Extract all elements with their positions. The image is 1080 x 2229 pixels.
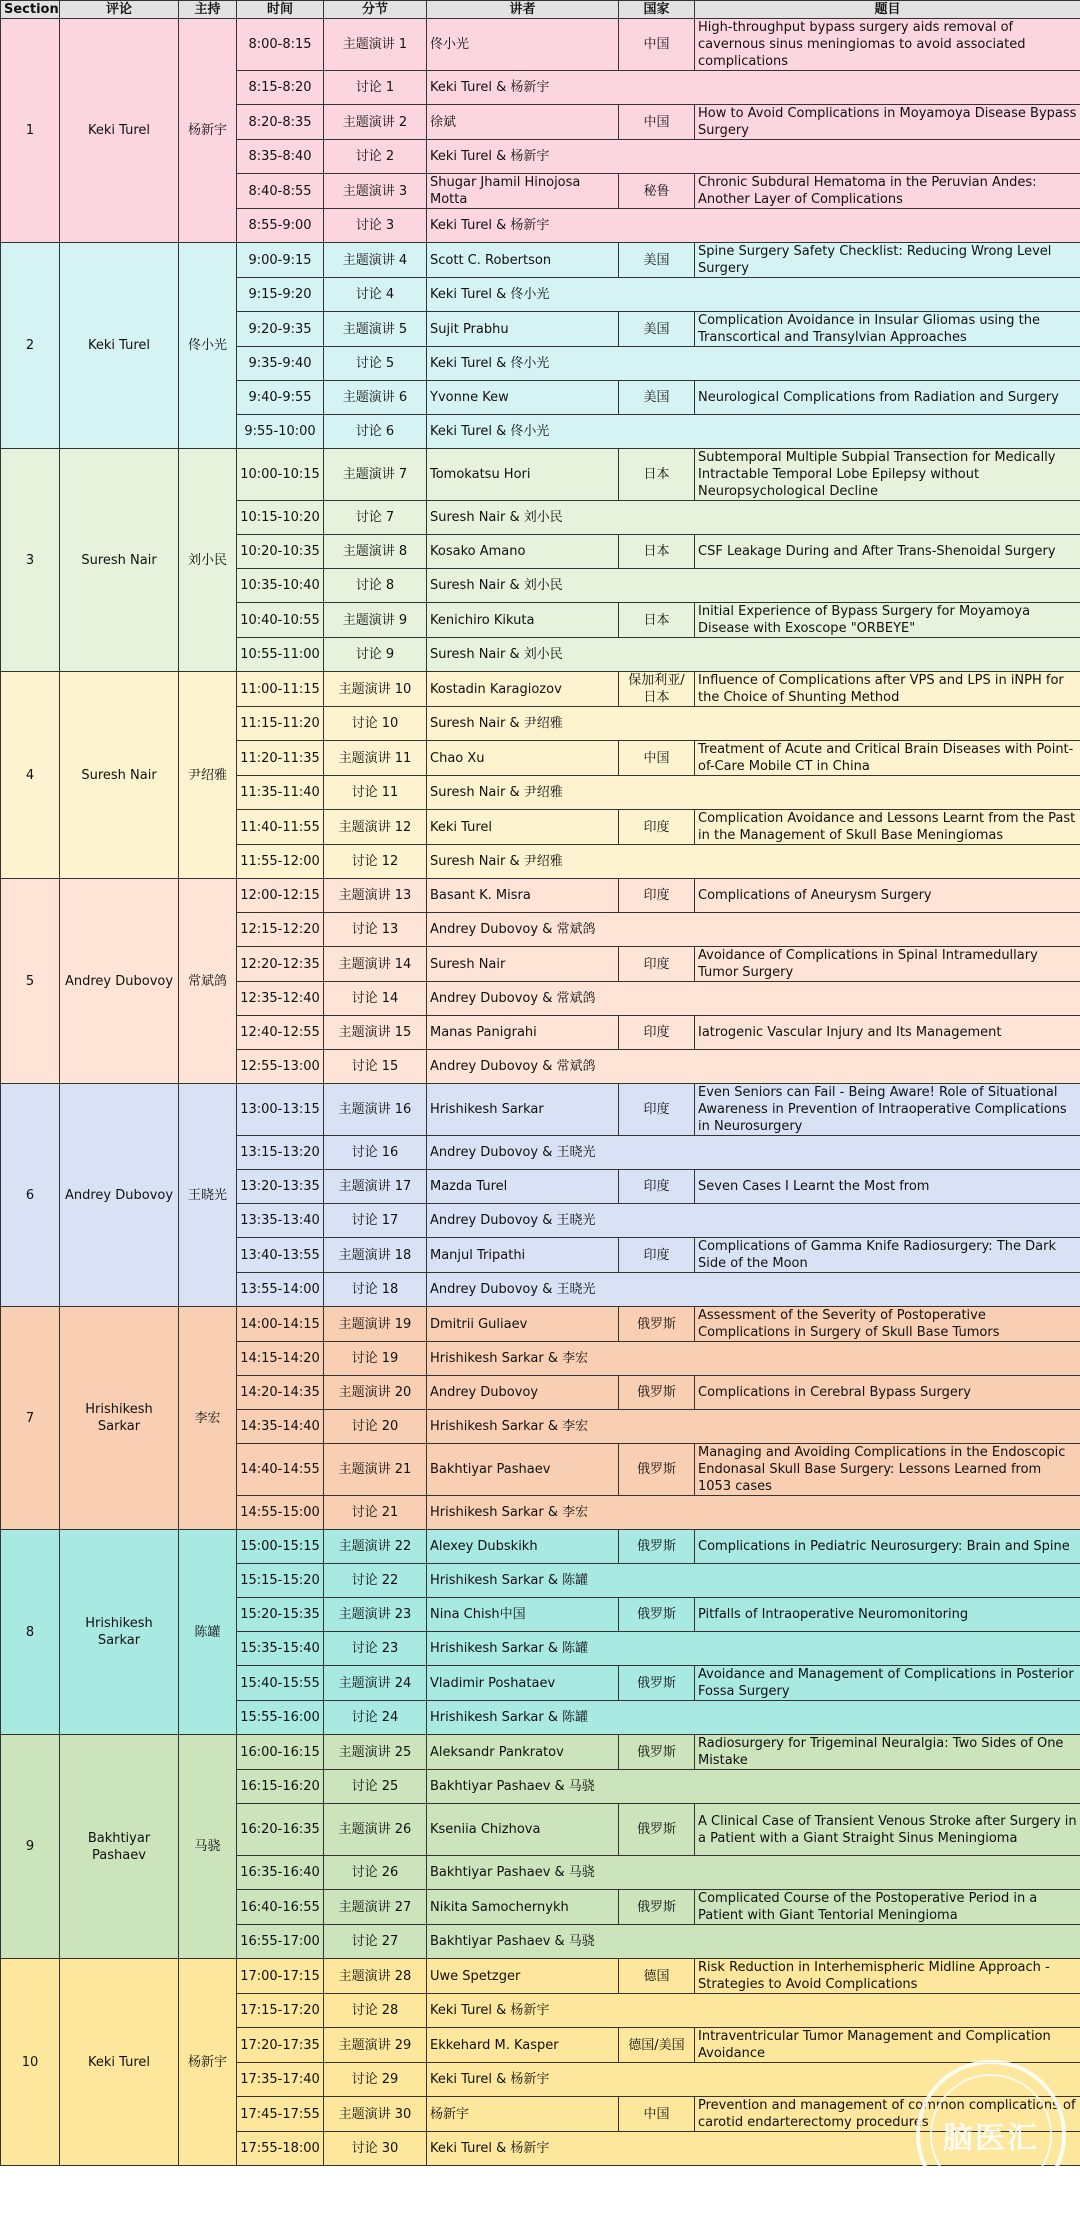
time-cell: 8:20-8:35 (237, 105, 324, 140)
time-cell: 15:20-15:35 (237, 1598, 324, 1632)
title-cell: Initial Experience of Bypass Surgery for Moyamoya Disease with Exoscope "ORBEYE" (695, 603, 1080, 638)
header-country: 国家 (619, 1, 695, 19)
speaker-cell: Ekkehard M. Kasper (427, 2028, 619, 2063)
speaker-cell: Kostadin Karagiozov (427, 672, 619, 707)
title-cell: Complications in Cerebral Bypass Surgery (695, 1376, 1080, 1410)
part-cell: 主题演讲 22 (324, 1530, 427, 1564)
title-cell: Complications of Aneurysm Surgery (695, 879, 1080, 913)
header-speaker: 讲者 (427, 1, 619, 19)
part-cell: 主题演讲 16 (324, 1084, 427, 1136)
title-cell: Treatment of Acute and Critical Brain Diseases with Point-of-Care Mobile CT in China (695, 741, 1080, 776)
country-cell: 中国 (619, 105, 695, 140)
time-cell: 10:00-10:15 (237, 449, 324, 501)
title-cell: CSF Leakage During and After Trans-Shenoidal Surgery (695, 535, 1080, 569)
speaker-cell: Alexey Dubskikh (427, 1530, 619, 1564)
time-cell: 15:40-15:55 (237, 1666, 324, 1701)
part-cell: 讨论 3 (324, 209, 427, 243)
speaker-cell: Dmitrii Guliaev (427, 1307, 619, 1342)
discussion-speakers-cell: Keki Turel & 佟小光 (427, 415, 1080, 449)
section-reviewer: Suresh Nair (60, 449, 179, 672)
time-cell: 13:20-13:35 (237, 1170, 324, 1204)
part-cell: 讨论 15 (324, 1050, 427, 1084)
country-cell: 日本 (619, 535, 695, 569)
country-cell: 中国 (619, 741, 695, 776)
part-cell: 主题演讲 3 (324, 174, 427, 209)
part-cell: 讨论 27 (324, 1925, 427, 1959)
country-cell: 印度 (619, 1238, 695, 1273)
part-cell: 讨论 5 (324, 347, 427, 381)
title-cell: Chronic Subdural Hematoma in the Peruvian Andes: Another Layer of Complications (695, 174, 1080, 209)
time-cell: 9:35-9:40 (237, 347, 324, 381)
section-host: 马骁 (179, 1735, 237, 1959)
time-cell: 14:40-14:55 (237, 1444, 324, 1496)
speaker-cell: Kenichiro Kikuta (427, 603, 619, 638)
header-title: 题目 (695, 1, 1080, 19)
section-number: 6 (1, 1084, 60, 1307)
section-number: 9 (1, 1735, 60, 1959)
time-cell: 10:15-10:20 (237, 501, 324, 535)
part-cell: 主题演讲 12 (324, 810, 427, 845)
part-cell: 主题演讲 20 (324, 1376, 427, 1410)
discussion-speakers-cell: Suresh Nair & 刘小民 (427, 501, 1080, 535)
table-row (1, 1084, 1080, 1136)
part-cell: 讨论 19 (324, 1342, 427, 1376)
part-cell: 讨论 24 (324, 1701, 427, 1735)
section-host: 尹绍雅 (179, 672, 237, 879)
country-cell: 中国 (619, 2097, 695, 2132)
title-cell: Pitfalls of Intraoperative Neuromonitoring (695, 1598, 1080, 1632)
time-cell: 12:20-12:35 (237, 947, 324, 982)
time-cell: 12:35-12:40 (237, 982, 324, 1016)
part-cell: 主题演讲 26 (324, 1804, 427, 1856)
part-cell: 讨论 22 (324, 1564, 427, 1598)
header-time: 时间 (237, 1, 324, 19)
time-cell: 10:35-10:40 (237, 569, 324, 603)
discussion-speakers-cell: Hrishikesh Sarkar & 李宏 (427, 1410, 1080, 1444)
part-cell: 主题演讲 23 (324, 1598, 427, 1632)
table-row (1, 19, 1080, 71)
part-cell: 讨论 6 (324, 415, 427, 449)
section-number: 2 (1, 243, 60, 449)
speaker-cell: Basant K. Misra (427, 879, 619, 913)
time-cell: 14:20-14:35 (237, 1376, 324, 1410)
section-host: 李宏 (179, 1307, 237, 1530)
title-cell: Managing and Avoiding Complications in the Endoscopic Endonasal Skull Base Surgery: Lessons Learned from 1053 cases (695, 1444, 1080, 1496)
speaker-cell: Shugar Jhamil Hinojosa Motta (427, 174, 619, 209)
section-reviewer: Keki Turel (60, 1959, 179, 2166)
discussion-speakers-cell: Suresh Nair & 刘小民 (427, 638, 1080, 672)
time-cell: 14:15-14:20 (237, 1342, 324, 1376)
section-host: 常斌鸽 (179, 879, 237, 1084)
part-cell: 讨论 1 (324, 71, 427, 105)
speaker-cell: Kseniia Chizhova (427, 1804, 619, 1856)
discussion-speakers-cell: Bakhtiyar Pashaev & 马骁 (427, 1856, 1080, 1890)
part-cell: 主题演讲 21 (324, 1444, 427, 1496)
time-cell: 17:20-17:35 (237, 2028, 324, 2063)
title-cell: Spine Surgery Safety Checklist: Reducing Wrong Level Surgery (695, 243, 1080, 278)
speaker-cell: Hrishikesh Sarkar (427, 1084, 619, 1136)
discussion-speakers-cell: Keki Turel & 杨新宇 (427, 1994, 1080, 2028)
section-reviewer: Hrishikesh Sarkar (60, 1530, 179, 1735)
part-cell: 主题演讲 5 (324, 312, 427, 347)
part-cell: 主题演讲 9 (324, 603, 427, 638)
time-cell: 14:00-14:15 (237, 1307, 324, 1342)
title-cell: Complication Avoidance and Lessons Learnt from the Past in the Management of Skull Base Meningiomas (695, 810, 1080, 845)
part-cell: 主题演讲 7 (324, 449, 427, 501)
header-row (1, 1, 1080, 19)
speaker-cell: Uwe Spetzger (427, 1959, 619, 1994)
part-cell: 讨论 20 (324, 1410, 427, 1444)
speaker-cell: Chao Xu (427, 741, 619, 776)
country-cell: 俄罗斯 (619, 1666, 695, 1701)
section-number: 7 (1, 1307, 60, 1530)
time-cell: 9:20-9:35 (237, 312, 324, 347)
time-cell: 10:55-11:00 (237, 638, 324, 672)
part-cell: 主题演讲 1 (324, 19, 427, 71)
country-cell: 德国/美国 (619, 2028, 695, 2063)
time-cell: 9:15-9:20 (237, 278, 324, 312)
part-cell: 讨论 11 (324, 776, 427, 810)
time-cell: 15:00-15:15 (237, 1530, 324, 1564)
part-cell: 讨论 12 (324, 845, 427, 879)
time-cell: 8:15-8:20 (237, 71, 324, 105)
time-cell: 11:15-11:20 (237, 707, 324, 741)
part-cell: 讨论 21 (324, 1496, 427, 1530)
time-cell: 15:15-15:20 (237, 1564, 324, 1598)
title-cell: Avoidance of Complications in Spinal Intramedullary Tumor Surgery (695, 947, 1080, 982)
country-cell: 俄罗斯 (619, 1735, 695, 1770)
section-host: 刘小民 (179, 449, 237, 672)
speaker-cell: Scott C. Robertson (427, 243, 619, 278)
country-cell: 美国 (619, 381, 695, 415)
discussion-speakers-cell: Andrey Dubovoy & 王晓光 (427, 1136, 1080, 1170)
part-cell: 讨论 17 (324, 1204, 427, 1238)
section-host: 王晓光 (179, 1084, 237, 1307)
discussion-speakers-cell: Andrey Dubovoy & 常斌鸽 (427, 982, 1080, 1016)
country-cell: 俄罗斯 (619, 1890, 695, 1925)
table-row (1, 1530, 1080, 1564)
time-cell: 16:15-16:20 (237, 1770, 324, 1804)
time-cell: 12:15-12:20 (237, 913, 324, 947)
country-cell: 俄罗斯 (619, 1307, 695, 1342)
country-cell: 印度 (619, 1170, 695, 1204)
part-cell: 讨论 26 (324, 1856, 427, 1890)
title-cell: A Clinical Case of Transient Venous Stroke after Surgery in a Patient with a Giant Straight Sinus Meningioma (695, 1804, 1080, 1856)
discussion-speakers-cell: Bakhtiyar Pashaev & 马骁 (427, 1925, 1080, 1959)
part-cell: 讨论 4 (324, 278, 427, 312)
speaker-cell: 徐斌 (427, 105, 619, 140)
section-reviewer: Keki Turel (60, 243, 179, 449)
title-cell: Complication Avoidance in Insular Gliomas using the Transcortical and Transylvian Approaches (695, 312, 1080, 347)
discussion-speakers-cell: Andrey Dubovoy & 王晓光 (427, 1273, 1080, 1307)
country-cell: 印度 (619, 1016, 695, 1050)
speaker-cell: 佟小光 (427, 19, 619, 71)
discussion-speakers-cell: Suresh Nair & 尹绍雅 (427, 776, 1080, 810)
country-cell: 俄罗斯 (619, 1804, 695, 1856)
part-cell: 主题演讲 4 (324, 243, 427, 278)
time-cell: 14:35-14:40 (237, 1410, 324, 1444)
part-cell: 主题演讲 18 (324, 1238, 427, 1273)
part-cell: 讨论 2 (324, 140, 427, 174)
part-cell: 主题演讲 27 (324, 1890, 427, 1925)
title-cell: How to Avoid Complications in Moyamoya Disease Bypass Surgery (695, 105, 1080, 140)
title-cell: Radiosurgery for Trigeminal Neuralgia: Two Sides of One Mistake (695, 1735, 1080, 1770)
part-cell: 讨论 28 (324, 1994, 427, 2028)
discussion-speakers-cell: Keki Turel & 杨新宇 (427, 2063, 1080, 2097)
section-reviewer: Hrishikesh Sarkar (60, 1307, 179, 1530)
section-reviewer: Keki Turel (60, 19, 179, 243)
discussion-speakers-cell: Bakhtiyar Pashaev & 马骁 (427, 1770, 1080, 1804)
speaker-cell: Keki Turel (427, 810, 619, 845)
discussion-speakers-cell: Hrishikesh Sarkar & 李宏 (427, 1342, 1080, 1376)
title-cell: Iatrogenic Vascular Injury and Its Management (695, 1016, 1080, 1050)
time-cell: 17:15-17:20 (237, 1994, 324, 2028)
time-cell: 15:55-16:00 (237, 1701, 324, 1735)
title-cell: Complications in Pediatric Neurosurgery: Brain and Spine (695, 1530, 1080, 1564)
speaker-cell: Sujit Prabhu (427, 312, 619, 347)
country-cell: 印度 (619, 879, 695, 913)
table-row (1, 1959, 1080, 1994)
speaker-cell: Kosako Amano (427, 535, 619, 569)
speaker-cell: Nikita Samochernykh (427, 1890, 619, 1925)
watermark-text: 脑医汇 (943, 2121, 1039, 2156)
speaker-cell: Manas Panigrahi (427, 1016, 619, 1050)
time-cell: 11:00-11:15 (237, 672, 324, 707)
title-cell: Complications of Gamma Knife Radiosurgery: The Dark Side of the Moon (695, 1238, 1080, 1273)
table-row (1, 243, 1080, 278)
time-cell: 16:55-17:00 (237, 1925, 324, 1959)
table-row (1, 449, 1080, 501)
time-cell: 13:40-13:55 (237, 1238, 324, 1273)
speaker-cell: Bakhtiyar Pashaev (427, 1444, 619, 1496)
speaker-cell: Aleksandr Pankratov (427, 1735, 619, 1770)
country-cell: 美国 (619, 312, 695, 347)
title-cell: Neurological Complications from Radiation and Surgery (695, 381, 1080, 415)
part-cell: 主题演讲 24 (324, 1666, 427, 1701)
part-cell: 讨论 30 (324, 2132, 427, 2166)
section-host: 杨新宇 (179, 1959, 237, 2166)
part-cell: 讨论 14 (324, 982, 427, 1016)
section-number: 4 (1, 672, 60, 879)
title-cell: Complicated Course of the Postoperative Period in a Patient with Giant Tentorial Meningioma (695, 1890, 1080, 1925)
speaker-cell: Vladimir Poshataev (427, 1666, 619, 1701)
discussion-speakers-cell: Hrishikesh Sarkar & 陈罐 (427, 1632, 1080, 1666)
discussion-speakers-cell: Hrishikesh Sarkar & 陈罐 (427, 1701, 1080, 1735)
country-cell: 俄罗斯 (619, 1376, 695, 1410)
header-part: 分节 (324, 1, 427, 19)
title-cell: Influence of Complications after VPS and LPS in iNPH for the Choice of Shunting Method (695, 672, 1080, 707)
part-cell: 主题演讲 13 (324, 879, 427, 913)
speaker-cell: Suresh Nair (427, 947, 619, 982)
title-cell: Risk Reduction in Interhemispheric Midline Approach - Strategies to Avoid Complications (695, 1959, 1080, 1994)
time-cell: 12:00-12:15 (237, 879, 324, 913)
part-cell: 主题演讲 11 (324, 741, 427, 776)
country-cell: 俄罗斯 (619, 1598, 695, 1632)
section-number: 3 (1, 449, 60, 672)
time-cell: 8:55-9:00 (237, 209, 324, 243)
discussion-speakers-cell: Andrey Dubovoy & 常斌鸽 (427, 1050, 1080, 1084)
part-cell: 主题演讲 29 (324, 2028, 427, 2063)
time-cell: 11:40-11:55 (237, 810, 324, 845)
time-cell: 9:55-10:00 (237, 415, 324, 449)
time-cell: 13:55-14:00 (237, 1273, 324, 1307)
time-cell: 11:20-11:35 (237, 741, 324, 776)
title-cell: Seven Cases I Learnt the Most from (695, 1170, 1080, 1204)
speaker-cell: Yvonne Kew (427, 381, 619, 415)
section-host: 佟小光 (179, 243, 237, 449)
title-cell: Intraventricular Tumor Management and Complication Avoidance (695, 2028, 1080, 2063)
section-reviewer: Andrey Dubovoy (60, 879, 179, 1084)
table-row (1, 1735, 1080, 1770)
section-number: 1 (1, 19, 60, 243)
time-cell: 16:40-16:55 (237, 1890, 324, 1925)
time-cell: 16:35-16:40 (237, 1856, 324, 1890)
part-cell: 讨论 13 (324, 913, 427, 947)
time-cell: 13:35-13:40 (237, 1204, 324, 1238)
part-cell: 讨论 16 (324, 1136, 427, 1170)
speaker-cell: 杨新宇 (427, 2097, 619, 2132)
header-reviewer: 评论 (60, 1, 179, 19)
country-cell: 日本 (619, 603, 695, 638)
discussion-speakers-cell: Keki Turel & 杨新宇 (427, 71, 1080, 105)
speaker-cell: Tomokatsu Hori (427, 449, 619, 501)
title-cell: High-throughput bypass surgery aids removal of cavernous sinus meningiomas to avoid associated complications (695, 19, 1080, 71)
part-cell: 主题演讲 14 (324, 947, 427, 982)
speaker-cell: Manjul Tripathi (427, 1238, 619, 1273)
time-cell: 11:35-11:40 (237, 776, 324, 810)
discussion-speakers-cell: Keki Turel & 杨新宇 (427, 140, 1080, 174)
part-cell: 讨论 18 (324, 1273, 427, 1307)
country-cell: 美国 (619, 243, 695, 278)
country-cell: 印度 (619, 1084, 695, 1136)
speaker-cell: Andrey Dubovoy (427, 1376, 619, 1410)
part-cell: 主题演讲 15 (324, 1016, 427, 1050)
table-row (1, 672, 1080, 707)
time-cell: 11:55-12:00 (237, 845, 324, 879)
time-cell: 17:45-17:55 (237, 2097, 324, 2132)
part-cell: 主题演讲 30 (324, 2097, 427, 2132)
part-cell: 主题演讲 8 (324, 535, 427, 569)
time-cell: 9:40-9:55 (237, 381, 324, 415)
time-cell: 17:00-17:15 (237, 1959, 324, 1994)
country-cell: 俄罗斯 (619, 1444, 695, 1496)
time-cell: 9:00-9:15 (237, 243, 324, 278)
section-number: 5 (1, 879, 60, 1084)
discussion-speakers-cell: Keki Turel & 杨新宇 (427, 209, 1080, 243)
title-cell: Avoidance and Management of Complications in Posterior Fossa Surgery (695, 1666, 1080, 1701)
section-host: 杨新宇 (179, 19, 237, 243)
section-number: 10 (1, 1959, 60, 2166)
part-cell: 讨论 29 (324, 2063, 427, 2097)
discussion-speakers-cell: Keki Turel & 佟小光 (427, 278, 1080, 312)
time-cell: 17:35-17:40 (237, 2063, 324, 2097)
discussion-speakers-cell: Hrishikesh Sarkar & 陈罐 (427, 1564, 1080, 1598)
part-cell: 讨论 8 (324, 569, 427, 603)
country-cell: 秘鲁 (619, 174, 695, 209)
section-number: 8 (1, 1530, 60, 1735)
discussion-speakers-cell: Keki Turel & 佟小光 (427, 347, 1080, 381)
part-cell: 主题演讲 6 (324, 381, 427, 415)
title-cell: Even Seniors can Fail - Being Aware! Role of Situational Awareness in Prevention of Intraoperative Complications in Neurosurgery (695, 1084, 1080, 1136)
discussion-speakers-cell: Suresh Nair & 刘小民 (427, 569, 1080, 603)
time-cell: 17:55-18:00 (237, 2132, 324, 2166)
part-cell: 讨论 23 (324, 1632, 427, 1666)
discussion-speakers-cell: Keki Turel & 杨新宇 (427, 2132, 1080, 2166)
title-cell: Subtemporal Multiple Subpial Transection for Medically Intractable Temporal Lobe Epilepsy without Neuropsychological Decline (695, 449, 1080, 501)
country-cell: 印度 (619, 810, 695, 845)
time-cell: 13:00-13:15 (237, 1084, 324, 1136)
section-reviewer: Suresh Nair (60, 672, 179, 879)
time-cell: 10:40-10:55 (237, 603, 324, 638)
header-host: 主持 (179, 1, 237, 19)
country-cell: 日本 (619, 449, 695, 501)
time-cell: 8:35-8:40 (237, 140, 324, 174)
country-cell: 印度 (619, 947, 695, 982)
country-cell: 俄罗斯 (619, 1530, 695, 1564)
part-cell: 主题演讲 28 (324, 1959, 427, 1994)
part-cell: 主题演讲 19 (324, 1307, 427, 1342)
part-cell: 主题演讲 2 (324, 105, 427, 140)
header-section: Section (1, 1, 60, 19)
time-cell: 16:20-16:35 (237, 1804, 324, 1856)
time-cell: 10:20-10:35 (237, 535, 324, 569)
title-cell: Assessment of the Severity of Postoperative Complications in Surgery of Skull Base Tumors (695, 1307, 1080, 1342)
section-reviewer: Andrey Dubovoy (60, 1084, 179, 1307)
time-cell: 14:55-15:00 (237, 1496, 324, 1530)
part-cell: 讨论 7 (324, 501, 427, 535)
speaker-cell: Nina Chish中国 (427, 1598, 619, 1632)
time-cell: 12:55-13:00 (237, 1050, 324, 1084)
table-row (1, 1307, 1080, 1342)
title-cell: Prevention and management of common complications of carotid endarterectomy procedures (695, 2097, 1080, 2132)
table-row (1, 879, 1080, 913)
part-cell: 讨论 9 (324, 638, 427, 672)
discussion-speakers-cell: Hrishikesh Sarkar & 李宏 (427, 1496, 1080, 1530)
time-cell: 16:00-16:15 (237, 1735, 324, 1770)
time-cell: 15:35-15:40 (237, 1632, 324, 1666)
discussion-speakers-cell: Suresh Nair & 尹绍雅 (427, 845, 1080, 879)
section-reviewer: Bakhtiyar Pashaev (60, 1735, 179, 1959)
discussion-speakers-cell: Andrey Dubovoy & 常斌鸽 (427, 913, 1080, 947)
section-host: 陈罐 (179, 1530, 237, 1735)
country-cell: 保加利亚/日本 (619, 672, 695, 707)
part-cell: 主题演讲 17 (324, 1170, 427, 1204)
part-cell: 讨论 25 (324, 1770, 427, 1804)
time-cell: 12:40-12:55 (237, 1016, 324, 1050)
country-cell: 中国 (619, 19, 695, 71)
discussion-speakers-cell: Suresh Nair & 尹绍雅 (427, 707, 1080, 741)
speaker-cell: Mazda Turel (427, 1170, 619, 1204)
time-cell: 8:40-8:55 (237, 174, 324, 209)
part-cell: 主题演讲 25 (324, 1735, 427, 1770)
time-cell: 13:15-13:20 (237, 1136, 324, 1170)
time-cell: 8:00-8:15 (237, 19, 324, 71)
discussion-speakers-cell: Andrey Dubovoy & 王晓光 (427, 1204, 1080, 1238)
part-cell: 主题演讲 10 (324, 672, 427, 707)
part-cell: 讨论 10 (324, 707, 427, 741)
country-cell: 德国 (619, 1959, 695, 1994)
